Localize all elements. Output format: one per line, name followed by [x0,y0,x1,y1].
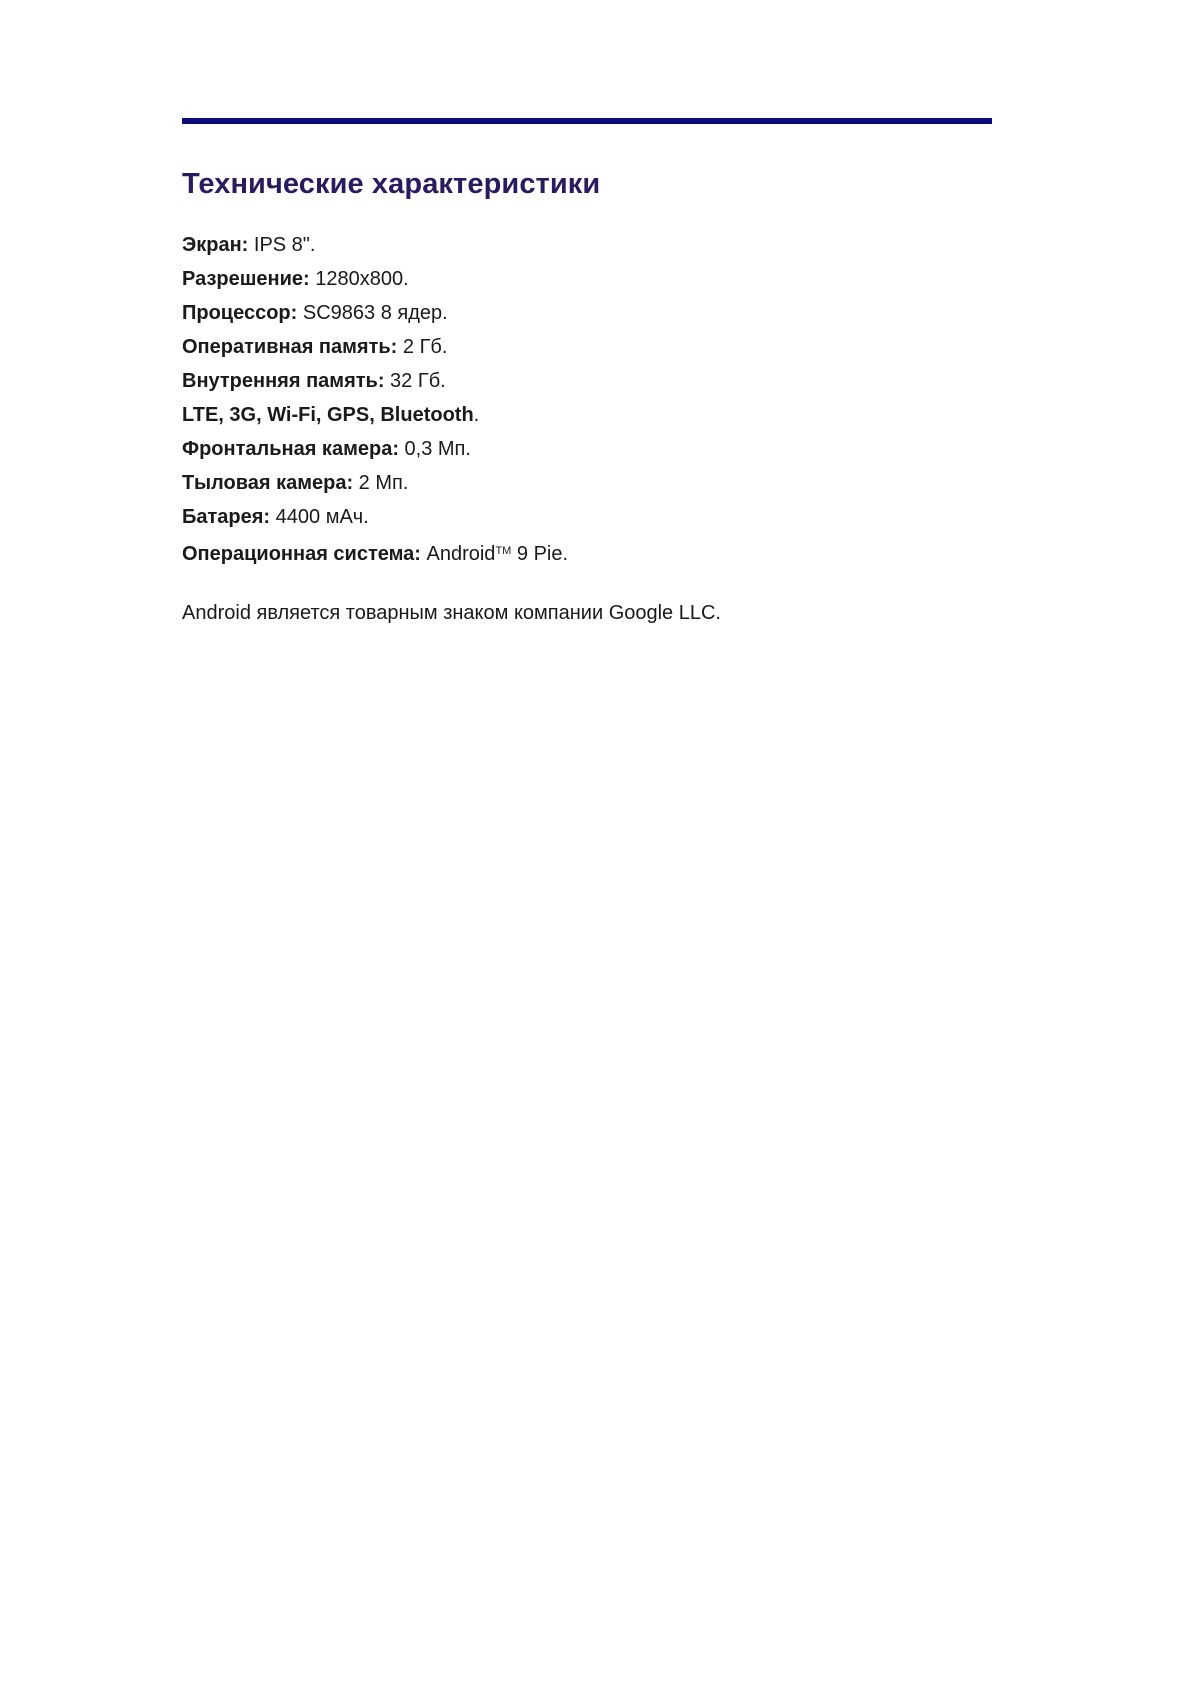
trademark-mark: TM [495,545,512,557]
spec-screen [182,228,568,262]
spec-label: Экран: [182,234,249,256]
spec-label: Операционная система: [182,543,421,565]
spec-value: 2 Мп. [353,472,409,494]
page-title: Технические характеристики [182,168,601,200]
spec-value: 1280x800. [309,268,409,290]
spec-label: Внутренняя память: [182,370,385,392]
spec-value-suffix: 9 Pie. [511,543,569,565]
spec-label: Процессор: [182,302,298,324]
spec-processor [182,296,568,330]
spec-value: . [473,404,480,426]
spec-value: 32 Гб. [384,370,446,392]
spec-os [182,534,568,568]
spec-label: Фронтальная камера: [182,438,399,460]
spec-list [182,228,568,568]
spec-ram [182,330,568,364]
spec-label: Оперативная память: [182,336,398,358]
top-divider [182,118,992,124]
spec-value: Android [420,543,496,565]
spec-label: LTE, 3G, Wi-Fi, GPS, Bluetooth [182,404,474,426]
spec-storage [182,364,568,398]
spec-resolution [182,262,568,296]
spec-rear-camera [182,466,568,500]
spec-label: Разрешение: [182,268,310,290]
spec-battery [182,500,568,534]
spec-label: Батарея: [182,506,271,528]
spec-value: 0,3 Мп. [398,438,471,460]
spec-value: SC9863 8 ядер. [297,302,448,324]
spec-value: IPS 8". [248,234,316,256]
spec-value: 2 Гб. [397,336,448,358]
spec-value: 4400 мАч. [270,506,369,528]
spec-front-camera [182,432,568,466]
spec-connectivity [182,398,568,432]
trademark-note: Android является товарным знаком компании Google LLC. [182,602,721,624]
spec-label: Тыловая камера: [182,472,354,494]
